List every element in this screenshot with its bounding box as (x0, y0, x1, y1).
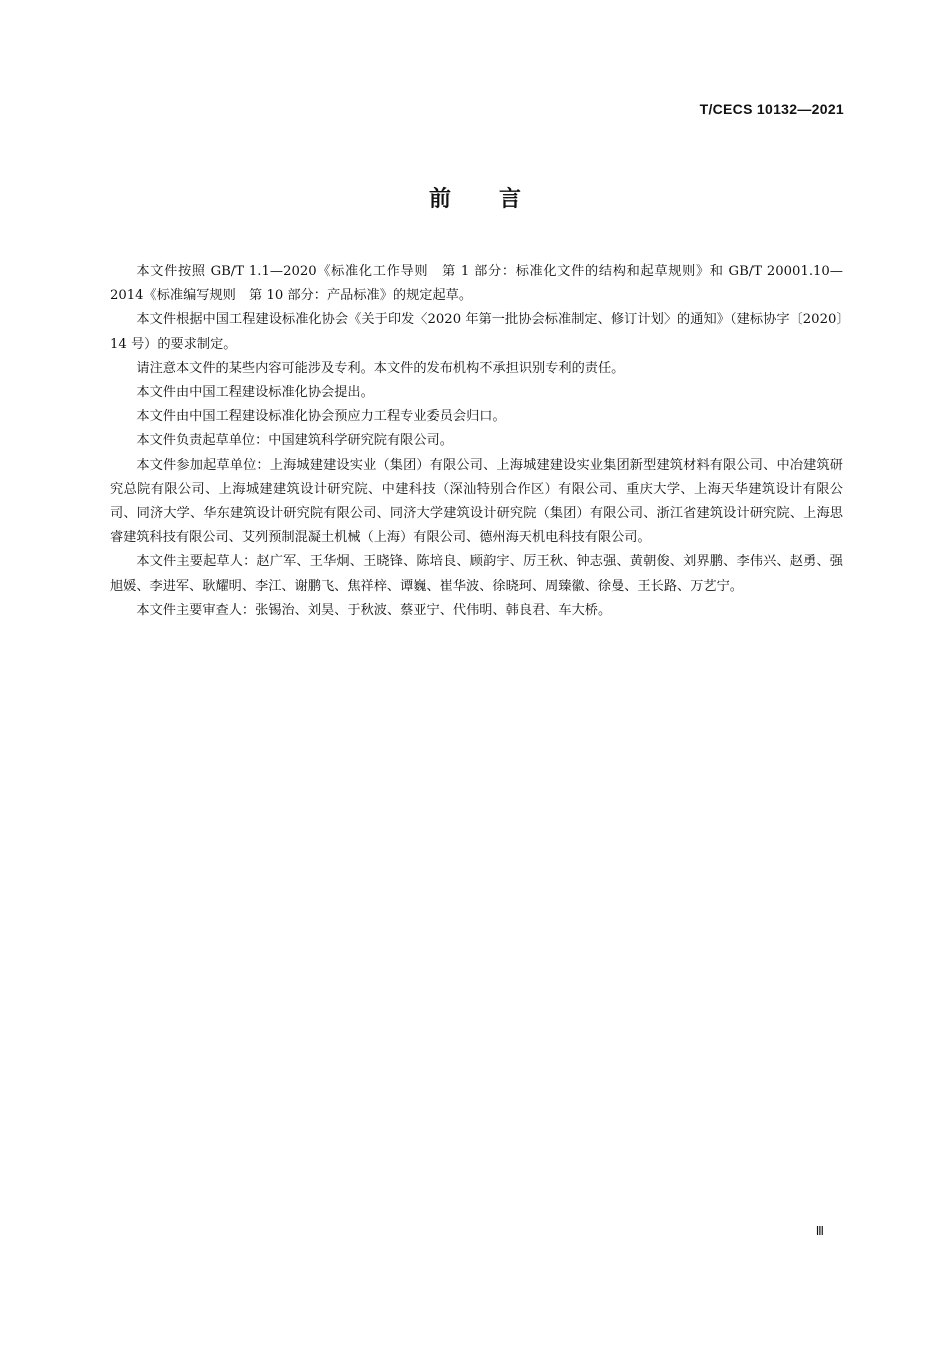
paragraph-managed-by: 本文件由中国工程建设标准化协会预应力工程专业委员会归口。 (136, 409, 506, 425)
paragraph-drafting-rules: 本文件按照 GB/T 1.1—2020《标准化工作导则 第 1 部分：标准化文件的结构和起草规则》和 GB/T 20001.10—2014《标准编写规则 第 10 部分：产品标准》的规定起草。 (110, 264, 843, 304)
page-number: Ⅲ (815, 1224, 824, 1238)
paragraph-main-reviewers: 本文件主要审查人：张锡治、刘昊、于秋波、蔡亚宁、代伟明、韩良君、车大桥。 (136, 602, 612, 618)
page-title: 前言 (428, 187, 569, 212)
paragraph-lead-drafter: 本文件负责起草单位：中国建筑科学研究院有限公司。 (136, 433, 453, 449)
paragraph-proposed-by: 本文件由中国工程建设标准化协会提出。 (136, 385, 374, 401)
foreword-body (110, 260, 843, 623)
paragraph-main-drafters: 本文件主要起草人：赵广军、王华炯、王晓锋、陈培良、顾韵宇、厉王秋、钟志强、黄朝俊、刘界鹏、李伟兴、赵勇、强旭媛、李进军、耿耀明、李江、谢鹏飞、焦祥梓、谭巍、崔华波、徐晓珂、周臻徽、徐曼、王长路、万艺宁。 (110, 554, 843, 594)
paragraph-basis: 本文件根据中国工程建设标准化协会《关于印发〈2020 年第一批协会标准制定、修订计划〉的通知》（建标协字〔2020〕14 号）的要求制定。 (110, 312, 843, 352)
standard-code: T/CECS 10132—2021 (699, 101, 844, 117)
paragraph-patent-notice: 请注意本文件的某些内容可能涉及专利。本文件的发布机构不承担识别专利的责任。 (136, 360, 625, 376)
paragraph-participating-units: 本文件参加起草单位：上海城建建设实业（集团）有限公司、上海城建建设实业集团新型建筑材料有限公司、中冶建筑研究总院有限公司、上海城建建筑设计研究院、中建科技（深汕特别合作区）有限公司、重庆大学、上海天华建筑设计有限公司、同济大学、华东建筑设计研究院有限公司、同济大学建筑设计研究院（集团）有限公司、浙江省建筑设计研究院、上海思睿建筑科技有限公司、艾列预制混凝土机械（上海）有限公司、德州海天机电科技有限公司。 (110, 457, 843, 546)
